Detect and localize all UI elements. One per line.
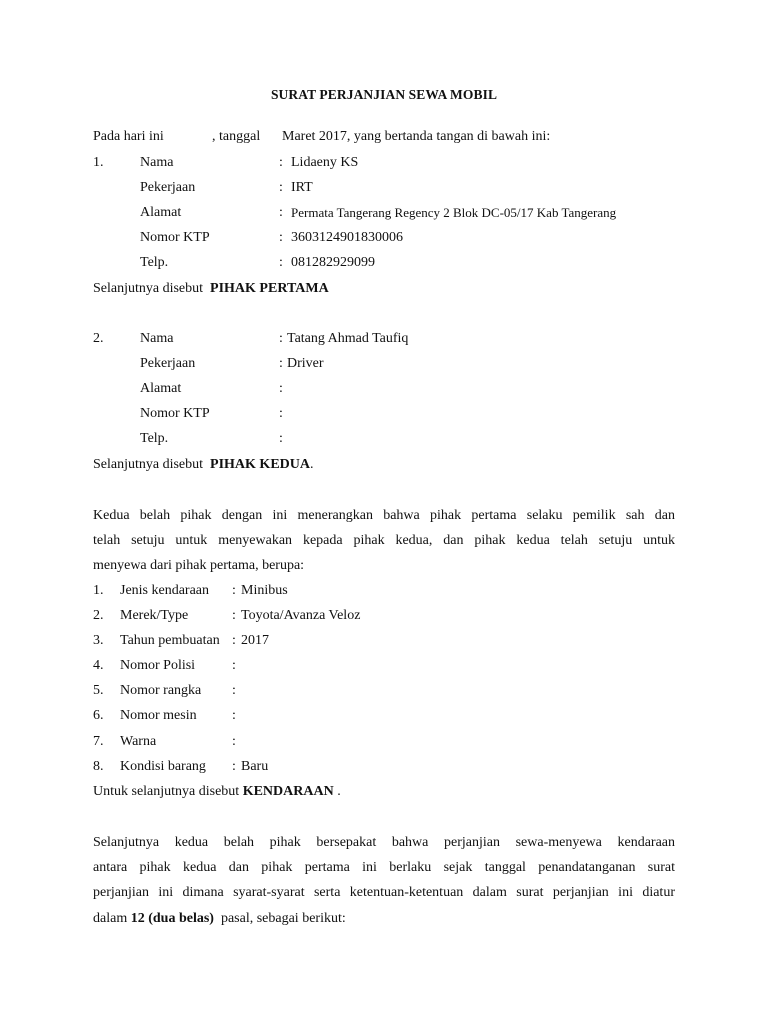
vehicle-item-colon: :: [232, 683, 236, 698]
vehicle-item-colon: :: [232, 608, 236, 623]
party1-label-job: Pekerjaan: [140, 180, 196, 195]
vehicle-item-label: Nomor Polisi: [120, 658, 196, 673]
party1-colon-ktp: :: [279, 230, 283, 245]
vehicle-item-label: Nomor mesin: [120, 708, 197, 723]
agreement-line-2: telah setuju untuk menyewakan kepada pihak kedua, dan pihak kedua telah setuju untuk: [93, 533, 675, 548]
party2-colon-name: :: [279, 331, 283, 346]
vehicle-item-label: Tahun pembuatan: [120, 633, 220, 648]
party2-label-job: Pekerjaan: [140, 356, 196, 371]
party1-colon-name: :: [279, 155, 283, 170]
party2-label-phone: Telp.: [140, 431, 169, 446]
party1-label-phone: Telp.: [140, 255, 169, 270]
vehicle-item-number: 1.: [93, 583, 104, 598]
closing-line-4: [93, 910, 346, 928]
vehicle-designation-name: KENDARAAN: [242, 784, 334, 799]
closing-line-4-suffix: pasal, sebagai berikut:: [220, 911, 346, 926]
vehicle-item-label: Merek/Type: [120, 608, 189, 623]
vehicle-item-number: 8.: [93, 759, 104, 774]
party1-label-address: Alamat: [140, 205, 182, 220]
party2-value-job: Driver: [287, 356, 324, 371]
party2-colon-address: :: [279, 381, 283, 396]
party1-value-ktp: 3603124901830006: [291, 230, 403, 245]
intro-date-value: Maret 2017, yang bertanda tangan di bawah ini:: [282, 129, 551, 144]
vehicle-item-colon: :: [232, 734, 236, 749]
party1-value-phone: 081282929099: [291, 255, 375, 270]
party1-designation-name: PIHAK PERTAMA: [210, 281, 329, 296]
party2-colon-job: :: [279, 356, 283, 371]
intro-part1: Pada hari ini: [93, 129, 164, 144]
vehicle-item-colon: :: [232, 708, 236, 723]
vehicle-item-colon: :: [232, 583, 236, 598]
party1-designation-prefix: Selanjutnya disebut: [93, 281, 204, 296]
vehicle-item-number: 7.: [93, 734, 104, 749]
vehicle-item-label: Jenis kendaraan: [120, 583, 210, 598]
party1-designation: [93, 280, 329, 298]
party2-label-address: Alamat: [140, 381, 182, 396]
document-title: SURAT PERJANJIAN SEWA MOBIL: [270, 87, 498, 102]
party1-label-ktp: Nomor KTP: [140, 230, 210, 245]
party1-value-address: Permata Tangerang Regency 2 Blok DC-05/17 Kab Tangerang: [291, 205, 617, 220]
vehicle-item-colon: :: [232, 658, 236, 673]
agreement-line-3: menyewa dari pihak pertama, berupa:: [93, 558, 305, 573]
vehicle-designation-prefix: Untuk selanjutnya disebut: [93, 784, 240, 799]
party2-label-ktp: Nomor KTP: [140, 406, 210, 421]
vehicle-item-value: 2017: [241, 633, 269, 648]
party1-colon-address: :: [279, 205, 283, 220]
party2-colon-phone: :: [279, 431, 283, 446]
party1-colon-phone: :: [279, 255, 283, 270]
party2-label-name: Nama: [140, 331, 174, 346]
closing-article-count: 12 (dua belas): [130, 911, 214, 926]
party1-label-name: Nama: [140, 155, 174, 170]
party2-designation-suffix: .: [310, 457, 314, 472]
vehicle-item-colon: :: [232, 633, 236, 648]
closing-line-4-prefix: dalam: [93, 911, 128, 926]
party1-number: 1.: [93, 155, 104, 170]
party2-value-name: Tatang Ahmad Taufiq: [287, 331, 409, 346]
party2-designation: [93, 456, 314, 474]
vehicle-item-label: Kondisi barang: [120, 759, 206, 774]
intro-line: [93, 128, 164, 146]
intro-date-label: , tanggal: [212, 129, 261, 144]
vehicle-item-number: 2.: [93, 608, 104, 623]
closing-line-1: Selanjutnya kedua belah pihak bersepakat bahwa perjanjian sewa-menyewa kendaraan: [93, 835, 675, 850]
vehicle-item-number: 3.: [93, 633, 104, 648]
vehicle-item-label: Nomor rangka: [120, 683, 202, 698]
party2-designation-prefix: Selanjutnya disebut: [93, 457, 204, 472]
vehicle-item-number: 6.: [93, 708, 104, 723]
vehicle-item-number: 5.: [93, 683, 104, 698]
party2-colon-ktp: :: [279, 406, 283, 421]
vehicle-item-number: 4.: [93, 658, 104, 673]
party1-value-name: Lidaeny KS: [291, 155, 359, 170]
party1-value-job: IRT: [291, 180, 313, 195]
vehicle-item-colon: :: [232, 759, 236, 774]
agreement-line-1: Kedua belah pihak dengan ini menerangkan bahwa pihak pertama selaku pemilik sah dan: [93, 508, 675, 523]
vehicle-item-value: Toyota/Avanza Veloz: [241, 608, 361, 623]
vehicle-item-value: Minibus: [241, 583, 288, 598]
vehicle-item-label: Warna: [120, 734, 157, 749]
vehicle-designation: [93, 783, 341, 801]
closing-line-3: perjanjian ini dimana syarat-syarat serta ketentuan-ketentuan dalam surat perjanjian ini diatur: [93, 885, 675, 900]
closing-line-2: antara pihak kedua dan pihak pertama ini berlaku sejak tanggal penandatanganan surat: [93, 860, 675, 875]
vehicle-designation-suffix: .: [337, 784, 341, 799]
party2-number: 2.: [93, 331, 104, 346]
party1-colon-job: :: [279, 180, 283, 195]
vehicle-item-value: Baru: [241, 759, 269, 774]
party2-designation-name: PIHAK KEDUA: [210, 457, 310, 472]
